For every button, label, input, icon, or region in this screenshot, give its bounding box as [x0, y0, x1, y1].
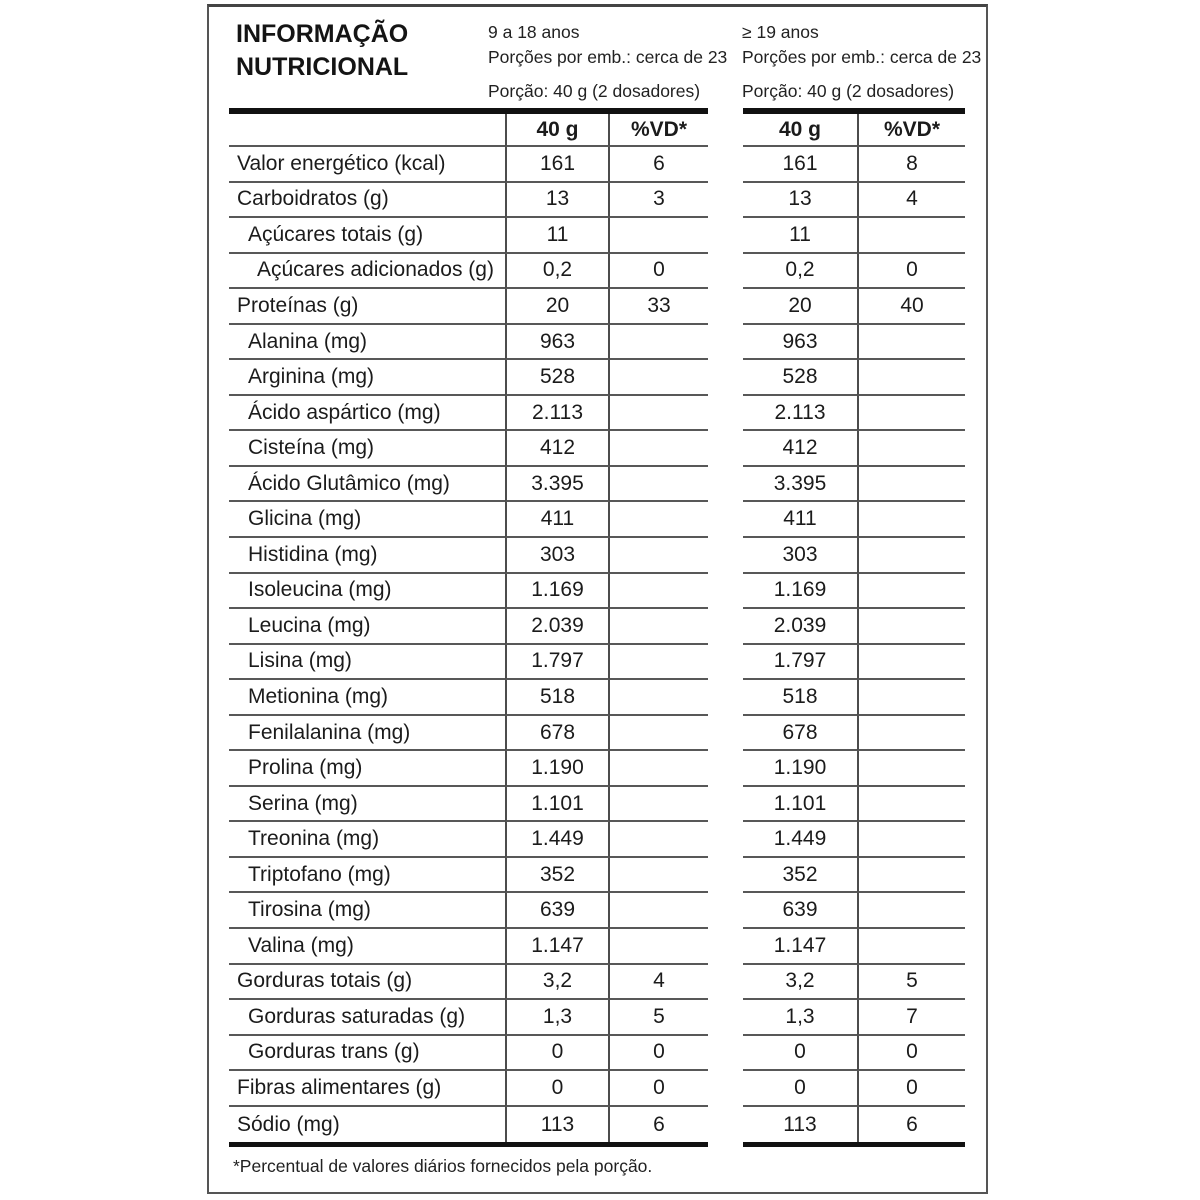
col2-dv-value	[857, 325, 965, 361]
table-row	[229, 893, 965, 929]
nutrient-label: Arginina (mg)	[229, 360, 505, 396]
table-row	[229, 502, 965, 538]
col2-dv-value	[857, 858, 965, 894]
col2-amount-value: 678	[743, 716, 857, 752]
nutrient-label: Cisteína (mg)	[229, 431, 505, 467]
table-row	[229, 218, 965, 254]
col1-amount-value: 2.113	[505, 396, 610, 432]
col2-amount-value: 3,2	[743, 965, 857, 1001]
column-gap	[708, 396, 743, 432]
col2-dv-value: 0	[857, 254, 965, 290]
col2-amount-value: 113	[783, 1112, 817, 1136]
col2-dv-value	[857, 929, 965, 965]
column-gap	[708, 254, 743, 290]
col1-dv-value: 0	[610, 254, 708, 290]
col1-amount-value: 678	[505, 716, 610, 752]
column-gap	[708, 929, 743, 965]
col2-dv-value	[857, 609, 965, 645]
col2-amount-value: 2.113	[743, 396, 857, 432]
column-gap	[708, 1036, 743, 1072]
table-row	[229, 965, 965, 1001]
table-row	[229, 325, 965, 361]
col1-amount-value: 411	[505, 502, 610, 538]
table-row	[229, 147, 965, 183]
column-gap	[708, 1107, 743, 1143]
column-gap	[708, 360, 743, 396]
title-line-2: NUTRICIONAL	[236, 53, 409, 81]
col1-dv-value	[610, 751, 708, 787]
column-gap	[708, 574, 743, 610]
table-row	[229, 751, 965, 787]
table-row	[229, 574, 965, 610]
col1-amount-value: 528	[505, 360, 610, 396]
col1-dv-value	[610, 929, 708, 965]
nutrient-label: Leucina (mg)	[229, 609, 505, 645]
col1-dv-value	[610, 325, 708, 361]
table-row	[229, 1071, 965, 1107]
bottom-bar-segment-right	[743, 1142, 965, 1147]
col2-amount-value: 528	[743, 360, 857, 396]
column-gap	[708, 893, 743, 929]
col2-amount-value: 0	[743, 1036, 857, 1072]
col1-amount-value: 1.190	[505, 751, 610, 787]
column-gap	[708, 183, 743, 219]
nutrient-label: Treonina (mg)	[229, 822, 505, 858]
nutrient-label: Ácido aspártico (mg)	[229, 396, 505, 432]
col2-amount-value: 352	[743, 858, 857, 894]
nutrient-label: Glicina (mg)	[229, 502, 505, 538]
column-gap	[708, 502, 743, 538]
col1-dv-value: 4	[610, 965, 708, 1001]
col1-amount-value: 1,3	[505, 1000, 610, 1036]
column-gap	[708, 467, 743, 503]
col1-dv-header: %VD*	[610, 114, 708, 147]
nutrient-label: Metionina (mg)	[229, 680, 505, 716]
nutrient-label: Valina (mg)	[229, 929, 505, 965]
nutrient-label: Gorduras totais (g)	[229, 965, 505, 1001]
col1-dv-value	[610, 858, 708, 894]
table-row	[229, 538, 965, 574]
col2-dv-value	[857, 574, 965, 610]
table-row	[229, 609, 965, 645]
col1-amount-value: 0,2	[505, 254, 610, 290]
column-gap	[708, 431, 743, 467]
col2-amount-value: 412	[743, 431, 857, 467]
col2-dv-value: 7	[857, 1000, 965, 1036]
col1-amount-header: 40 g	[505, 114, 610, 147]
col1-amount-value: 1.449	[505, 822, 610, 858]
nutrient-label: Açúcares adicionados (g)	[229, 254, 505, 290]
nutrient-label: Proteínas (g)	[229, 289, 505, 325]
col2-amount-value: 1.101	[743, 787, 857, 823]
table-row	[229, 929, 965, 965]
col2-dv-value: 0	[857, 1036, 965, 1072]
col1-amount-value: 20	[505, 289, 610, 325]
nutrient-label: Alanina (mg)	[229, 325, 505, 361]
col1-amount-value: 303	[505, 538, 610, 574]
col2-dv-value	[857, 538, 965, 574]
table-row	[229, 1107, 965, 1143]
col1-dv-value: 0	[610, 1036, 708, 1072]
col1-amount-value: 1.147	[505, 929, 610, 965]
col1-amount-value: 352	[505, 858, 610, 894]
col1-amount-value: 113	[505, 1107, 610, 1143]
col2-amount-value: 518	[743, 680, 857, 716]
col2-dv-value	[857, 787, 965, 823]
table-row	[229, 289, 965, 325]
col1-dv-value	[610, 680, 708, 716]
col1-dv-value	[610, 645, 708, 681]
table-row	[229, 1036, 965, 1072]
column-gap	[708, 858, 743, 894]
column-gap	[708, 680, 743, 716]
col2-amount-value: 963	[743, 325, 857, 361]
col2-amount-value: 1.169	[743, 574, 857, 610]
col2-amount-value: 1.797	[743, 645, 857, 681]
age-group-2-header	[742, 20, 981, 104]
table-row	[229, 431, 965, 467]
col1-dv-value	[610, 574, 708, 610]
nutrient-label: Triptofano (mg)	[229, 858, 505, 894]
col2-amount-value: 639	[743, 893, 857, 929]
col2-amount-value: 11	[743, 218, 857, 254]
col1-dv-value: 3	[610, 183, 708, 219]
header-empty-cell	[229, 114, 505, 147]
col2-amount-value: 0	[743, 1071, 857, 1107]
col2-amount-value: 2.039	[743, 609, 857, 645]
col1-dv-value	[610, 218, 708, 254]
table-body	[229, 147, 965, 1142]
col1-dv-value	[610, 538, 708, 574]
col1-dv-value	[610, 609, 708, 645]
col1-amount-value: 13	[505, 183, 610, 219]
column-gap	[708, 822, 743, 858]
col2-dv-value	[857, 716, 965, 752]
col1-dv-value: 0	[610, 1071, 708, 1107]
col1-amount-value: 3,2	[505, 965, 610, 1001]
table-row	[229, 254, 965, 290]
column-gap	[708, 751, 743, 787]
nutrient-label: Gorduras saturadas (g)	[229, 1000, 505, 1036]
col1-amount-value: 3.395	[505, 467, 610, 503]
column-gap	[708, 716, 743, 752]
col1-amount-value: 518	[505, 680, 610, 716]
col1-dv-value: 6	[610, 147, 708, 183]
col2-dv-value: 4	[857, 183, 965, 219]
table-header-row	[229, 114, 965, 147]
col2-dv-value: 6	[857, 1107, 965, 1143]
col1-amount-value: 2.039	[505, 609, 610, 645]
nutrient-label: Sódio (mg)	[237, 1112, 340, 1136]
column-gap	[708, 218, 743, 254]
col1-dv-value: 33	[610, 289, 708, 325]
column-gap	[708, 609, 743, 645]
col1-amount-value: 639	[505, 893, 610, 929]
col1-dv-value	[610, 431, 708, 467]
col1-dv-value	[610, 396, 708, 432]
col2-amount-value: 0,2	[743, 254, 857, 290]
nutrient-label: Fenilalanina (mg)	[229, 716, 505, 752]
col1-dv-value	[610, 467, 708, 503]
column-gap	[708, 538, 743, 574]
nutrient-label: Gorduras trans (g)	[229, 1036, 505, 1072]
table-row	[229, 467, 965, 503]
col2-dv-value	[857, 218, 965, 254]
col2-amount-value: 1.147	[743, 929, 857, 965]
table-row	[229, 680, 965, 716]
column-gap	[708, 147, 743, 183]
age-group-2-range: ≥ 19 anos	[742, 22, 819, 42]
age-group-2-serving-size: Porção: 40 g (2 dosadores)	[742, 81, 955, 101]
col2-amount-value: 1.190	[743, 751, 857, 787]
nutrient-label: Açúcares totais (g)	[229, 218, 505, 254]
table-bottom-bar	[229, 1142, 965, 1148]
col1-dv-value	[610, 787, 708, 823]
table-row	[229, 858, 965, 894]
col2-amount-value: 13	[743, 183, 857, 219]
nutrient-label: Tirosina (mg)	[229, 893, 505, 929]
col2-dv-value	[857, 467, 965, 503]
col2-dv-value	[857, 680, 965, 716]
col2-dv-value	[857, 893, 965, 929]
column-gap	[708, 645, 743, 681]
col1-dv-value	[610, 893, 708, 929]
column-gap	[708, 965, 743, 1001]
age-group-1-header	[488, 20, 727, 104]
col2-dv-header: %VD*	[857, 114, 965, 147]
col2-dv-value	[857, 751, 965, 787]
col1-amount-value: 11	[505, 218, 610, 254]
col1-dv-value: 6	[653, 1112, 665, 1136]
nutrition-table	[229, 108, 965, 1148]
col2-amount-value: 161	[743, 147, 857, 183]
col1-amount-value: 0	[505, 1071, 610, 1107]
col2-dv-value	[857, 431, 965, 467]
nutrient-label: Fibras alimentares (g)	[229, 1071, 505, 1107]
col2-dv-value	[857, 822, 965, 858]
nutrient-label: Histidina (mg)	[229, 538, 505, 574]
col2-dv-value: 5	[857, 965, 965, 1001]
nutrient-label: Ácido Glutâmico (mg)	[229, 467, 505, 503]
column-gap	[708, 787, 743, 823]
col2-amount-value: 1.449	[743, 822, 857, 858]
table-row	[229, 787, 965, 823]
nutrition-label-panel	[207, 4, 988, 1194]
col2-amount-header: 40 g	[743, 114, 857, 147]
title-line-1: INFORMAÇÃO	[236, 20, 409, 48]
age-group-1-servings: Porções por emb.: cerca de 23	[488, 47, 728, 67]
col1-amount-value: 1.169	[505, 574, 610, 610]
nutrient-label: Prolina (mg)	[229, 751, 505, 787]
column-gap	[708, 1000, 743, 1036]
col1-amount-value: 1.797	[505, 645, 610, 681]
col1-dv-value	[610, 716, 708, 752]
bottom-bar-gap	[708, 1142, 743, 1148]
col2-amount-value: 1,3	[743, 1000, 857, 1036]
column-gap	[708, 325, 743, 361]
nutrient-label: Isoleucina (mg)	[229, 574, 505, 610]
col1-amount-value: 412	[505, 431, 610, 467]
nutrition-label-title	[236, 18, 408, 84]
age-group-2-servings: Porções por emb.: cerca de 23	[742, 47, 982, 67]
nutrient-label: Lisina (mg)	[229, 645, 505, 681]
dv-footnote: *Percentual de valores diários fornecidos pela porção.	[233, 1156, 653, 1176]
col1-amount-value: 1.101	[505, 787, 610, 823]
nutrient-label: Serina (mg)	[229, 787, 505, 823]
column-gap	[708, 114, 743, 147]
bottom-bar-segment-left	[229, 1142, 708, 1147]
col2-dv-value: 0	[857, 1071, 965, 1107]
age-group-1-serving-size: Porção: 40 g (2 dosadores)	[488, 81, 701, 101]
col1-dv-value	[610, 822, 708, 858]
age-group-1-range: 9 a 18 anos	[488, 22, 580, 42]
table-row	[229, 360, 965, 396]
col2-amount-value: 411	[743, 502, 857, 538]
table-row	[229, 396, 965, 432]
table-row	[229, 645, 965, 681]
col1-amount-value: 161	[505, 147, 610, 183]
table-row	[229, 1000, 965, 1036]
col1-amount-value: 0	[505, 1036, 610, 1072]
table-row	[229, 716, 965, 752]
nutrient-label: Valor energético (kcal)	[229, 147, 505, 183]
col1-dv-value: 5	[610, 1000, 708, 1036]
column-gap	[708, 289, 743, 325]
col2-amount-value: 303	[743, 538, 857, 574]
col2-dv-value	[857, 502, 965, 538]
col1-dv-value	[610, 502, 708, 538]
table-row	[229, 183, 965, 219]
col2-amount-value: 20	[743, 289, 857, 325]
col2-dv-value	[857, 360, 965, 396]
table-row	[229, 822, 965, 858]
col2-dv-value: 40	[857, 289, 965, 325]
col1-amount-value: 963	[505, 325, 610, 361]
col1-dv-value	[610, 360, 708, 396]
column-gap	[708, 1071, 743, 1107]
col2-dv-value: 8	[857, 147, 965, 183]
col2-amount-value: 3.395	[743, 467, 857, 503]
nutrient-label: Carboidratos (g)	[229, 183, 505, 219]
col2-dv-value	[857, 396, 965, 432]
col2-dv-value	[857, 645, 965, 681]
